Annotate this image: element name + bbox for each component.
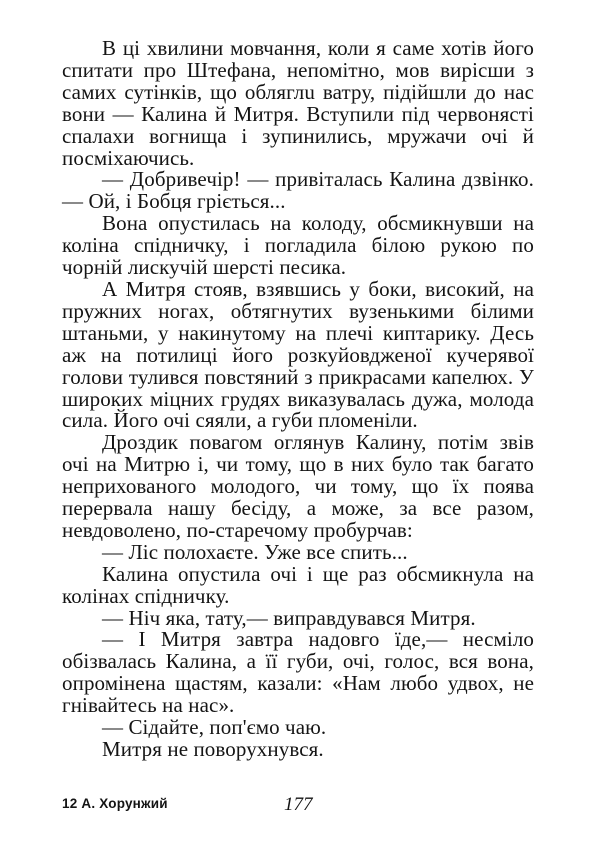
paragraph-10: — Сідайте, поп'ємо чаю. [102, 715, 327, 740]
printer-signature: 12 А. Хорунжий [62, 796, 168, 811]
paragraph-7: Калина опустила очі і ще раз обсмикнула на колінах спідничку. [62, 561, 534, 608]
paragraph-2: — Добривечір! — привіталась Калина дзвінко.— Ой, і Бобця гріється... [62, 167, 534, 214]
paragraph-6: — Ліс полохаєте. Уже все спить... [102, 539, 408, 564]
paragraph-1: В ці хвилини мовчання, коли я саме хотів його спитати про Штефана, непомітно, мов вирісши з самих сутінків, що обляглu ватру, підійшли до нас вони — Калина й Митря. Вступили під червонясті спалахи вогнища і зупинились, мружачи очі й посміхаючись. [62, 36, 534, 170]
paragraph-11: Митря не поворухнувся. [102, 737, 324, 761]
body-text [62, 38, 534, 761]
paragraph-3: Вона опустилась на колоду, обсмикнувши на коліна спідничку, і погладила білою рукою по чорній лискучій шерсті песика. [62, 211, 534, 280]
page-footer [62, 796, 534, 820]
paragraph-4: А Митря стояв, взявшись у боки, високий, на пружних ногах, обтягнутих вузенькими білими штаньми, у накинутому на плечі киптарику. Десь аж на потилиці його розкуйовдженої кучерявої голови тулився повстяний з прикрасами капелюх. У широких міцних грудях виказувалась дужа, молода сила. Його очі сяяли, а губи пломеніли. [62, 276, 534, 433]
paragraph-9: — І Митря завтра надовго їде,— несміло обізвалась Калина, а її губи, очі, голос, вся вона, опромінена щастям, казали: «Нам любо удвох, не гнівайтесь на нас». [62, 627, 534, 718]
paragraph-8: — Ніч яка, тату,— виправдувався Митря. [102, 605, 476, 630]
page-number: 177 [284, 794, 313, 815]
paragraph-5: Дроздик повагом оглянув Калину, потім звів очі на Митрю і, чи тому, що в них було так багато неприхованого молодого, чи тому, що їх поява перервала нашу бесіду, а може, за все разом, невдоволено, по-старечому пробурчав: [62, 430, 534, 542]
